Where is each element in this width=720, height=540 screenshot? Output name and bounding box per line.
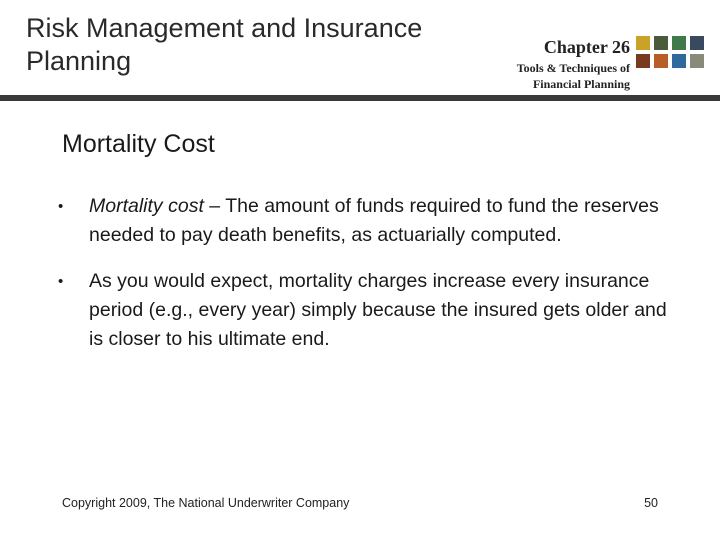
header-divider — [0, 95, 720, 101]
bullet-icon: • — [58, 198, 64, 215]
bullet-text: – The amount of funds required to fund the reserves needed to pay death benefits, as actuarially computed. — [89, 195, 659, 246]
decorative-squares — [636, 36, 704, 68]
square-1 — [636, 36, 650, 50]
square-6 — [654, 54, 668, 68]
chapter-subtitle-line-2: Financial Planning — [532, 77, 630, 91]
page-number: 50 — [644, 496, 658, 510]
chapter-label: Chapter 26 — [543, 37, 630, 57]
bullet-item-2 — [58, 267, 668, 354]
square-4 — [690, 36, 704, 50]
square-2 — [654, 36, 668, 50]
chapter-block — [517, 36, 630, 92]
bullet-text: As you would expect, mortality charges increase every insurance period (e.g., every year) simply because the insured gets older and is closer to his ultimate end. — [89, 270, 667, 350]
bullet-term: Mortality cost — [89, 195, 204, 217]
course-title: Risk Management and Insurance Planning — [26, 13, 423, 76]
square-3 — [672, 36, 686, 50]
chapter-subtitle — [517, 60, 630, 92]
square-5 — [636, 54, 650, 68]
bullet-list — [58, 192, 668, 371]
square-8 — [690, 54, 704, 68]
footer-copyright: Copyright 2009, The National Underwriter Company — [62, 496, 350, 510]
bullet-item-1 — [58, 192, 668, 250]
square-7 — [672, 54, 686, 68]
bullet-icon: • — [58, 273, 64, 290]
chapter-subtitle-line-1: Tools & Techniques of — [516, 61, 630, 75]
slide-title: Mortality Cost — [62, 130, 215, 158]
